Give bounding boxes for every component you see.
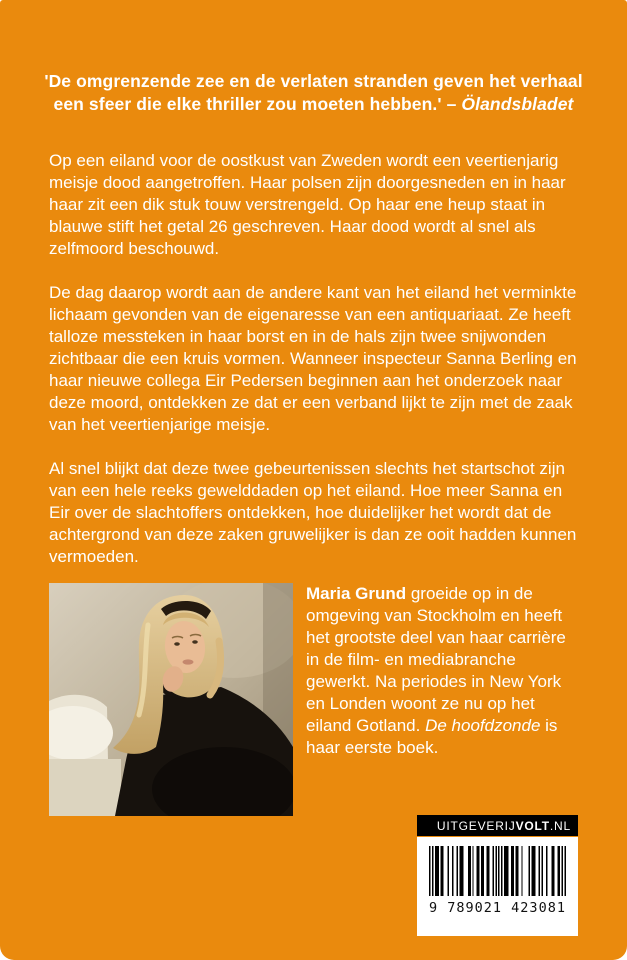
synopsis-paragraph: Op een eiland voor de oostkust van Zweden wordt een veertienjarig meisje dood aangetroffen. Haar polsen zijn doorgesneden en in haar haar zit een dik stuk touw verstrengeld. Op haar ene heup staat in blauwe stift het getal 26 geschreven. Haar dood wordt al snel als zelfmoord beschouwd. bbox=[49, 151, 566, 258]
publisher-name: VOLT bbox=[515, 818, 550, 833]
barcode-number: 9 789021 423081 bbox=[429, 900, 566, 916]
barcode bbox=[417, 837, 578, 936]
review-quote bbox=[36, 70, 591, 116]
author-section bbox=[49, 583, 582, 816]
synopsis-paragraph: De dag daarop wordt aan de andere kant van het eiland het verminkte lichaam gevonden van de eigenaresse van een antiquariaat. Ze heeft talloze messteken in haar borst en in de hals zijn twee snijwonden zichtbaar die een kruis vormen. Wanneer inspecteur Sanna Berling en haar nieuwe collega Eir Pedersen beginnen aan het onderzoek naar deze moord, ontdekken ze dat er een verband lijkt te zijn met de zaak van het veertienjarige meisje. bbox=[49, 283, 577, 434]
bio-text-end: is haar eerste boek. bbox=[306, 716, 558, 757]
publisher-suffix: .NL bbox=[549, 818, 571, 833]
synopsis bbox=[49, 150, 583, 590]
quote-source: Ölandsbladet bbox=[461, 94, 574, 114]
author-bio bbox=[306, 583, 582, 816]
publisher-prefix: UITGEVERIJ bbox=[436, 818, 516, 833]
author-photo bbox=[49, 583, 293, 816]
bio-text: groeide op in de omgeving van Stockholm en heeft het grootste deel van haar carrière in de film- en mediabranche gewerkt. Na periodes in New York en Londen woont ze nu op het eiland Gotland. bbox=[306, 584, 566, 735]
publisher-bar bbox=[417, 815, 578, 836]
author-portrait-graphic bbox=[49, 583, 293, 816]
synopsis-paragraph: Al snel blijkt dat deze twee gebeurtenissen slechts het startschot zijn van een hele reeks gewelddaden op het eiland. Hoe meer Sanna en Eir over de slachtoffers ontdekken, hoe duidelijker het wordt dat de achtergrond van deze zaken gruwelijker is dan ze ooit hadden kunnen vermoeden. bbox=[49, 459, 577, 566]
barcode-bars bbox=[429, 846, 566, 896]
book-title: De hoofdzonde bbox=[425, 716, 541, 735]
quote-text: 'De omgrenzende zee en de verlaten stranden geven het verhaal een sfeer die elke thriller zou moeten hebben.' – bbox=[44, 71, 583, 114]
author-name: Maria Grund bbox=[306, 584, 407, 603]
